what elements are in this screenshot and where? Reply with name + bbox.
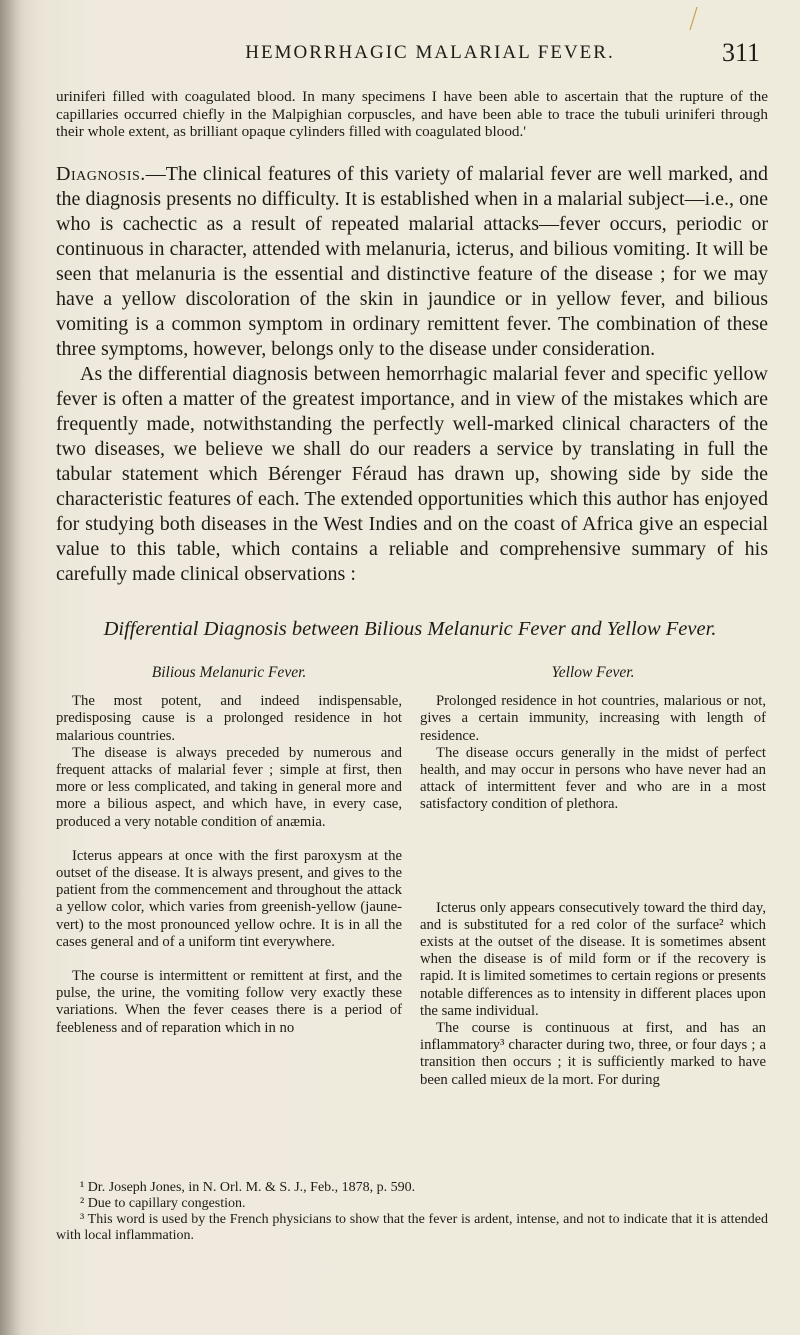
diagnosis-text: —The clinical features of this variety of malarial fever are well marked, and the diagnosis presents no difficulty. It is established when in a malarial subject—i.e., one who is cachectic as a result of repeated malarial attacks—fever occurs, periodic or continuous in character, attended with melanuria, icterus, and bilious vomiting. It will be seen that melanuria is the essential and distinctive feature of the disease ; for we may have a yellow discoloration of the skin in jaundice or in yellow fever, and bilious vomiting is a common symptom in ordinary remittent fever. The combination of these three symptoms, however, belongs only to the disease under consideration. [56, 163, 768, 360]
right-paragraph: Icterus only appears consecutively toward the third day, and is substituted for a red color of the surface² which exists at the outset of the disease. It is sometimes absent when the disease is of mild form or if the recovery is rapid. It is limited sometimes to certain regions or presents notable differences as to intensity in different places upon the same individual. [420, 899, 766, 1019]
running-title: HEMORRHAGIC MALARIAL FEVER. [245, 42, 615, 63]
diagnosis-label: Diagnosis. [56, 163, 146, 185]
footnote: ² Due to capillary congestion. [80, 1196, 246, 1211]
left-paragraph: The most potent, and indeed indispensable, predisposing cause is a prolonged residence in hot malarious countries. [56, 693, 402, 744]
diagnosis-paragraph [56, 162, 768, 362]
footnote: ³ This word is used by the French physicians to show that the fever is ardent, intense, and not to indicate that it is attended with local inflammation. [56, 1212, 768, 1243]
right-column-yellow-fever [420, 664, 766, 1089]
page-header [100, 38, 760, 68]
table-title: Differential Diagnosis between Bilious Melanuric Fever and Yellow Fever. [103, 618, 717, 640]
right-paragraph: The course is continuous at first, and has an inflammatory³ character during two, three, or four days ; a transition then occurs ; it is sufficiently marked to have been called mieux de la mort. For during [420, 1020, 766, 1088]
left-column-heading: Bilious Melanuric Fever. [151, 664, 307, 681]
footnotes [56, 1180, 768, 1244]
left-column-bilious-melanuric [56, 664, 402, 1037]
right-column-heading: Yellow Fever. [551, 664, 635, 681]
page-gutter-shadow [0, 0, 22, 1335]
pencil-mark [686, 6, 700, 32]
diagnosis-paragraph-2: As the differential diagnosis between hemorrhagic malarial fever and specific yellow fever is often a matter of the greatest importance, and in view of the mistakes which are frequently made, notwithstanding the perfectly well-marked clinical characters of the two diseases, we believe we shall do our readers a service by translating in full the tabular statement which Bérenger Féraud has drawn up, showing side by side the characteristic features of each. The extended opportunities which this author has enjoyed for studying both diseases in the West Indies and on the coast of Africa give an especial value to this table, which contains a reliable and comprehensive summary of his carefully made clinical observations : [56, 363, 768, 585]
page-number: 311 [721, 38, 760, 67]
diagnosis-section [56, 162, 768, 587]
left-paragraph: The course is intermittent or remittent at first, and the pulse, the urine, the vomiting follow very exactly these variations. When the fever ceases there is a period of feebleness and of reparation which in no [56, 968, 402, 1036]
left-paragraph: Icterus appears at once with the first paroxysm at the outset of the disease. It is always present, and gives to the patient from the commencement and throughout the attack a yellow color, which varies from greenish-yellow (jaune-vert) to the most pronounced yellow ochre. It is in all the cases general and of a uniform tint everywhere. [56, 847, 402, 950]
left-paragraph: The disease is always preceded by numerous and frequent attacks of malarial fever ; simple at first, then more or less complicated, and taking in general more and more a bilious aspect, and which have, in every case, produced a very notable condition of anæmia. [56, 744, 402, 830]
right-paragraph: The disease occurs generally in the midst of perfect health, and may occur in persons who have never had an attack of intermittent fever and who are in a most satisfactory condition of plethora. [420, 744, 766, 813]
intro-quote: uriniferi filled with coagulated blood. In many specimens I have been able to ascertain that the rupture of the capillaries occurred chiefly in the Malpighian corpuscles, and have been able to trace the tubuli uriniferi through their whole extent, as brilliant opaque cylinders filled with coagulated blood.' [56, 88, 768, 140]
right-paragraph: Prolonged residence in hot countries, malarious or not, gives a certain immunity, increasing with length of residence. [420, 693, 766, 744]
footnote: ¹ Dr. Joseph Jones, in N. Orl. M. & S. J., Feb., 1878, p. 590. [80, 1180, 416, 1195]
